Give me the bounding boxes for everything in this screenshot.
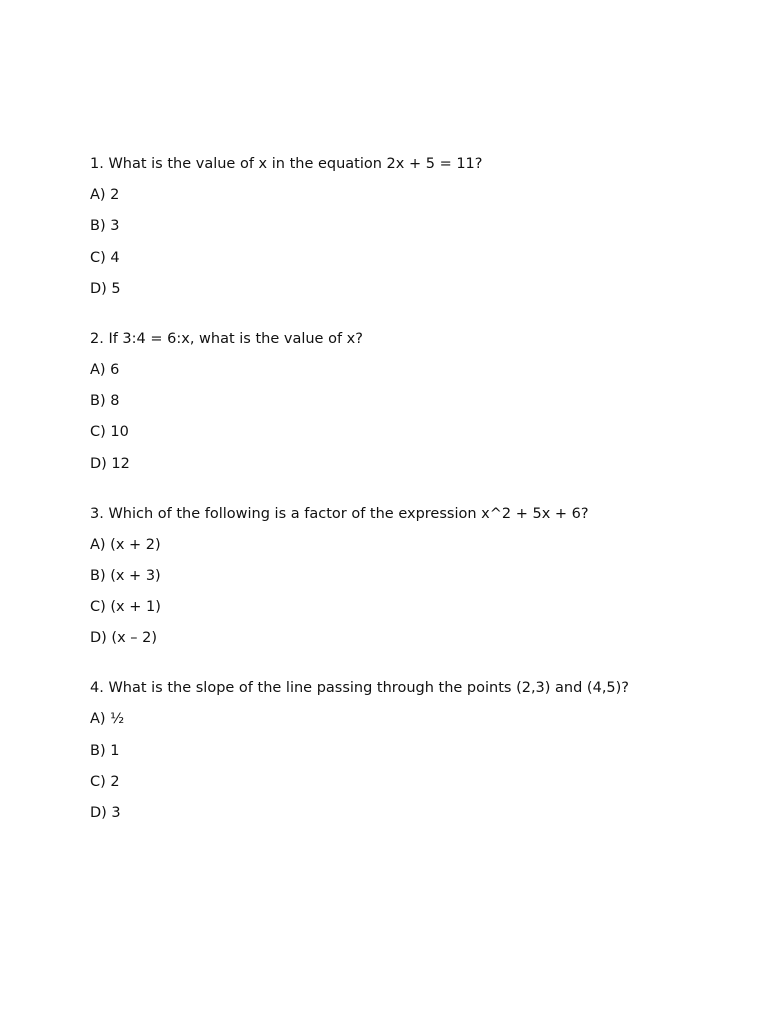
- option-c: C) 4: [90, 249, 120, 266]
- option-a: A) (x + 2): [90, 536, 161, 553]
- option-c: C) (x + 1): [90, 599, 161, 616]
- question-text: 2. If 3:4 = 6:x, what is the value of x?: [90, 330, 363, 347]
- option-c: C) 10: [90, 424, 129, 441]
- question-4: [90, 679, 730, 823]
- option-b: B) (x + 3): [90, 567, 161, 584]
- quiz-document: [90, 155, 730, 854]
- option-c: C) 2: [90, 773, 120, 790]
- question-text: 3. Which of the following is a factor of the expression x^2 + 5x + 6?: [90, 505, 589, 522]
- question-3: [90, 505, 730, 649]
- option-d: D) 3: [90, 805, 121, 821]
- option-a: A) ½: [90, 711, 125, 728]
- option-a: A) 6: [90, 361, 120, 378]
- question-text: 1. What is the value of x in the equation 2x + 5 = 11?: [90, 156, 483, 172]
- option-d: D) 12: [90, 455, 130, 472]
- option-d: D) (x – 2): [90, 630, 158, 647]
- option-b: B) 3: [90, 218, 120, 235]
- option-b: B) 8: [90, 393, 120, 410]
- question-2: [90, 330, 730, 474]
- question-text: 4. What is the slope of the line passing through the points (2,3) and (4,5)?: [90, 680, 630, 697]
- option-b: B) 1: [90, 742, 120, 759]
- option-a: A) 2: [90, 187, 120, 204]
- question-1: [90, 155, 730, 299]
- option-d: D) 5: [90, 280, 121, 297]
